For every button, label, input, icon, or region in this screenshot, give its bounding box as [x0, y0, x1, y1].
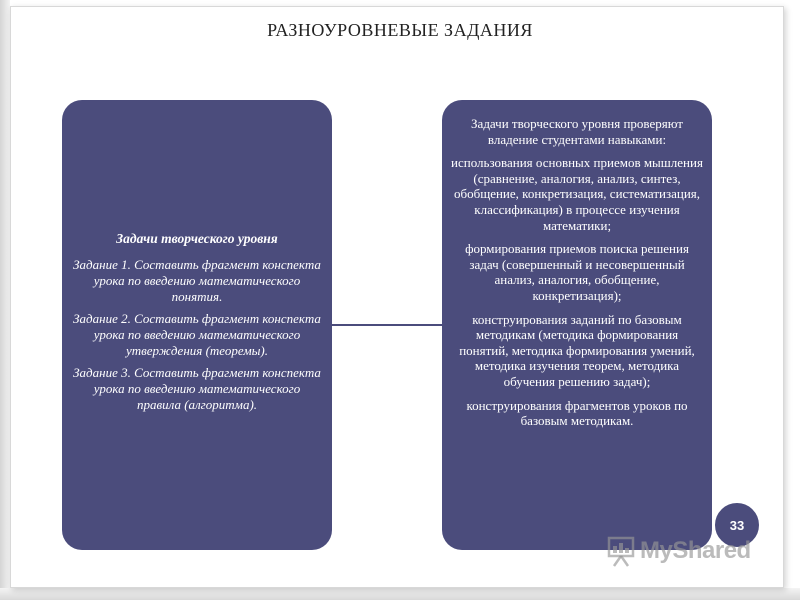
watermark-text: MyShared — [640, 537, 751, 564]
right-panel — [442, 100, 712, 550]
task-2: Задание 2. Составить фрагмент конспекта урока по введению математического утверждения (теоремы). — [73, 311, 321, 358]
slide-shadow-left — [0, 0, 10, 600]
task-1: Задание 1. Составить фрагмент конспекта урока по введению математического понятия. — [73, 257, 321, 304]
left-panel-heading: Задачи творческого уровня — [116, 231, 278, 246]
watermark — [606, 534, 751, 568]
skill-item-4: конструирования фрагментов уроков по базовым методикам. — [466, 397, 688, 429]
panel-connector-line — [332, 324, 442, 326]
slide-title: РАЗНОУРОВНЕВЫЕ ЗАДАНИЯ — [267, 20, 533, 40]
skill-item-1: использования основных приемов мышления (сравнение, аналогия, анализ, синтез, обобщение, конкретизация, систематизация, классификация) в процессе изучения математики; — [451, 155, 703, 233]
left-panel — [62, 100, 332, 550]
task-3: Задание 3. Составить фрагмент конспекта урока по введению математического правила (алгоритма). — [73, 365, 321, 412]
skill-item-3: конструирования заданий по базовым методикам (методика формирования понятий, методика формирования умений, методика изучения теорем, методика обучения решению задач); — [459, 311, 695, 389]
slide-shadow-bottom — [0, 588, 800, 600]
page-number-badge: 33 — [712, 500, 762, 550]
presentation-board-icon — [606, 534, 636, 568]
right-panel-heading: Задачи творческого уровня проверяют владение студентами навыками: — [471, 116, 683, 147]
skill-item-2: формирования приемов поиска решения задач (совершенный и несовершенный анализ, аналогия, обобщение, конкретизация); — [465, 241, 689, 303]
